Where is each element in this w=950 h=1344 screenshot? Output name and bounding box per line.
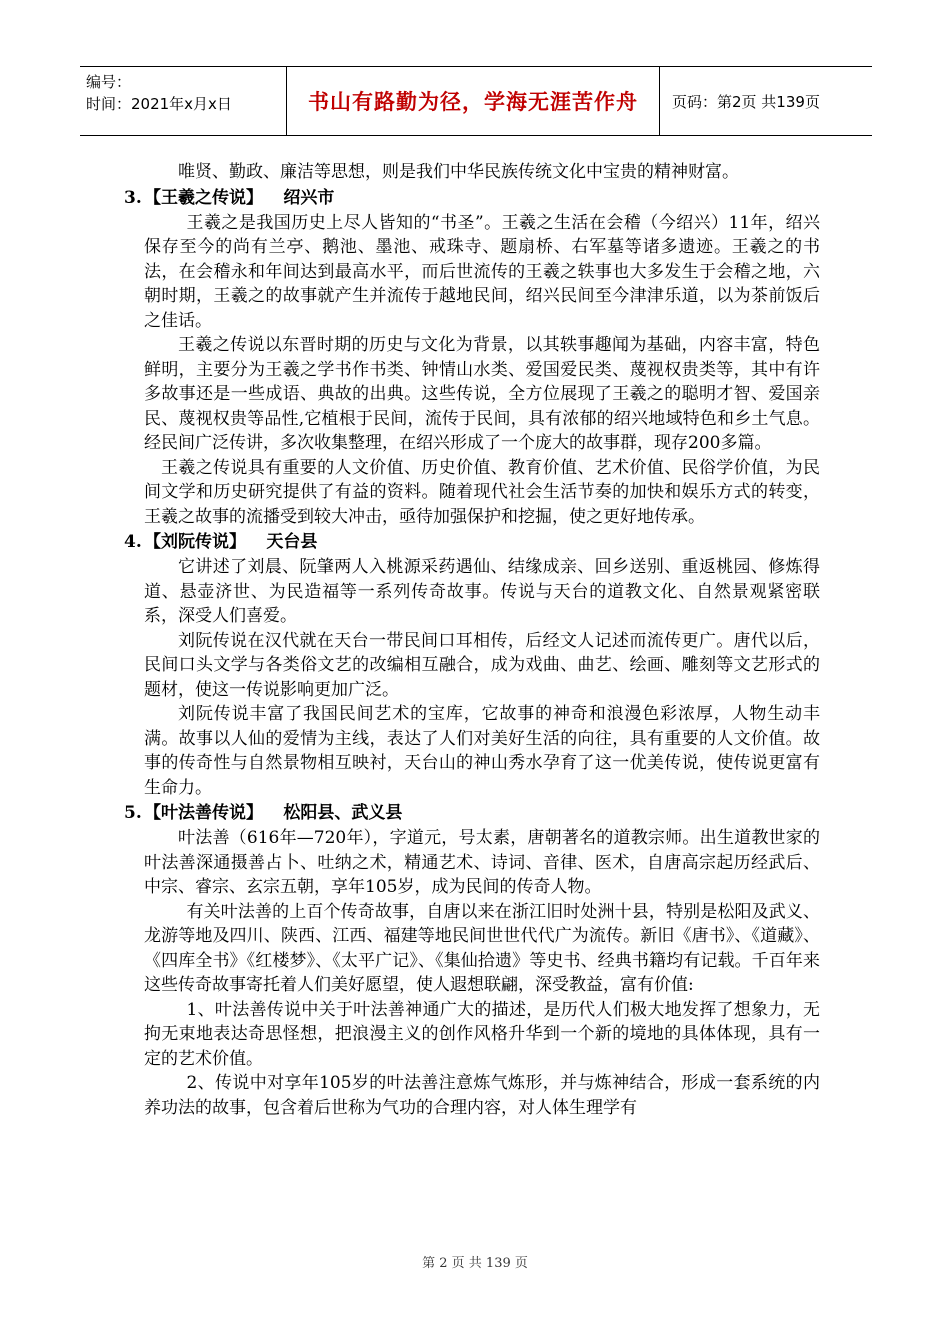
section-title: 【叶法善传说】	[144, 803, 263, 823]
document-date: 时间：2021年x月x日	[86, 95, 232, 113]
paragraph: 2、传说中对享年105岁的叶法善注意炼气炼形，并与炼神结合，形成一套系统的内养功法的故事，包含着后世称为气功的合理内容，对人体生理学有	[144, 1073, 820, 1118]
page-header	[80, 66, 872, 136]
header-motto: 书山有路勤为径，学海无涯苦作舟	[286, 67, 660, 135]
section-region: 松阳县、武义县	[283, 803, 403, 823]
section-title: 【王羲之传说】	[144, 187, 263, 208]
paragraph: 王羲之传说以东晋时期的历史与文化为背景，以其轶事趣闻为基础，内容丰富，特色鲜明，主要分为王羲之学书作书类、钟情山水类、爱国爱民类、蔑视权贵类等，其中有许多故事还是一些成语、典故的出典。这些传说，全方位展现了王羲之的聪明才智、爱国亲民、蔑视权贵等品性,它植根于民间，流传于民间，具有浓郁的绍兴地域特色和乡土气息。经民间广泛传讲，多次收集整理，在绍兴形成了一个庞大的故事群，现存200多篇。	[144, 335, 820, 453]
paragraph: 刘阮传说丰富了我国民间艺术的宝库，它故事的神奇和浪漫色彩浓厚，人物生动丰满。故事以人仙的爱情为主线，表达了人们对美好生活的向往，具有重要的人文价值。故事的传奇性与自然景物相互映衬，天台山的神山秀水孕育了这一优美传说，使传说更富有生命力。	[144, 704, 820, 798]
paragraph: 它讲述了刘晨、阮肇两人入桃源采药遇仙、结缘成亲、回乡送别、重返桃园、修炼得道、悬壶济世、为民造福等一系列传奇故事。传说与天台的道教文化、自然景观紧密联系，深受人们喜爱。	[144, 557, 820, 626]
section-number: 5.	[124, 803, 142, 823]
document-body	[124, 160, 820, 1120]
header-page-number: 页码：第2页 共139页	[672, 92, 820, 111]
paragraph: 王羲之传说具有重要的人文价值、历史价值、教育价值、艺术价值、民俗学价值，为民间文学和历史研究提供了有益的资料。随着现代社会生活节奏的加快和娱乐方式的转变，王羲之故事的流播受到较大冲击，亟待加强保护和挖掘，使之更好地传承。	[144, 457, 820, 527]
header-meta	[80, 67, 286, 135]
section-number: 4.	[124, 532, 142, 552]
section-heading-5	[124, 800, 820, 826]
paragraph: 唯贤、勤政、廉洁等思想，则是我们中华民族传统文化中宝贵的精神财富。	[178, 162, 739, 182]
section-region: 天台县	[266, 532, 318, 552]
section-number: 3.	[124, 187, 142, 208]
paragraph: 叶法善（616年—720年），字道元，号太素，唐朝著名的道教宗师。出生道教世家的叶法善深通摄善占卜、吐纳之术，精通艺术、诗词、音律、医术，自唐高宗起历经武后、中宗、睿宗、玄宗五朝，享年105岁，成为民间的传奇人物。	[144, 828, 820, 897]
document-number-label: 编号：	[86, 73, 132, 91]
paragraph: 刘阮传说在汉代就在天台一带民间口耳相传，后经文人记述而流传更广。唐代以后，民间口头文学与各类俗文艺的改编相互融合，成为戏曲、曲艺、绘画、雕刻等文艺形式的题材，使这一传说影响更加广泛。	[144, 630, 820, 700]
paragraph: 有关叶法善的上百个传奇故事，自唐以来在浙江旧时处洲十县，特别是松阳及武义、龙游等地及四川、陕西、江西、福建等地民间世世代代广为流传。新旧《唐书》、《道藏》、《四库全书》《红楼梦》、《太平广记》、《集仙拾遗》等史书、经典书籍均有记载。千百年来这些传奇故事寄托着人们美好愿望，使人遐想联翩，深受教益，富有价值:	[144, 901, 820, 995]
section-region: 绍兴市	[283, 187, 335, 208]
section-heading-4	[124, 529, 820, 555]
paragraph: 1、叶法善传说中关于叶法善神通广大的描述，是历代人们极大地发挥了想象力，无拘无束地表达奇思怪想，把浪漫主义的创作风格升华到一个新的境地的具体体现，具有一定的艺术价值。	[144, 999, 820, 1069]
section-heading-3	[124, 185, 820, 211]
paragraph: 王羲之是我国历史上尽人皆知的“书圣”。王羲之生活在会稽（今绍兴）11年，绍兴保存至今的尚有兰亭、鹅池、墨池、戒珠寺、题扇桥、右军墓等诸多遗迹。王羲之的书法，在会稽永和年间达到最高水平，而后世流传的王羲之轶事也大多发生于会稽之地，六朝时期，王羲之的故事就产生并流传于越地民间，绍兴民间至今津津乐道，以为茶前饭后之佳话。	[144, 212, 820, 331]
section-title: 【刘阮传说】	[144, 532, 246, 552]
page-footer: 第 2 页 共 139 页	[422, 1256, 528, 1271]
